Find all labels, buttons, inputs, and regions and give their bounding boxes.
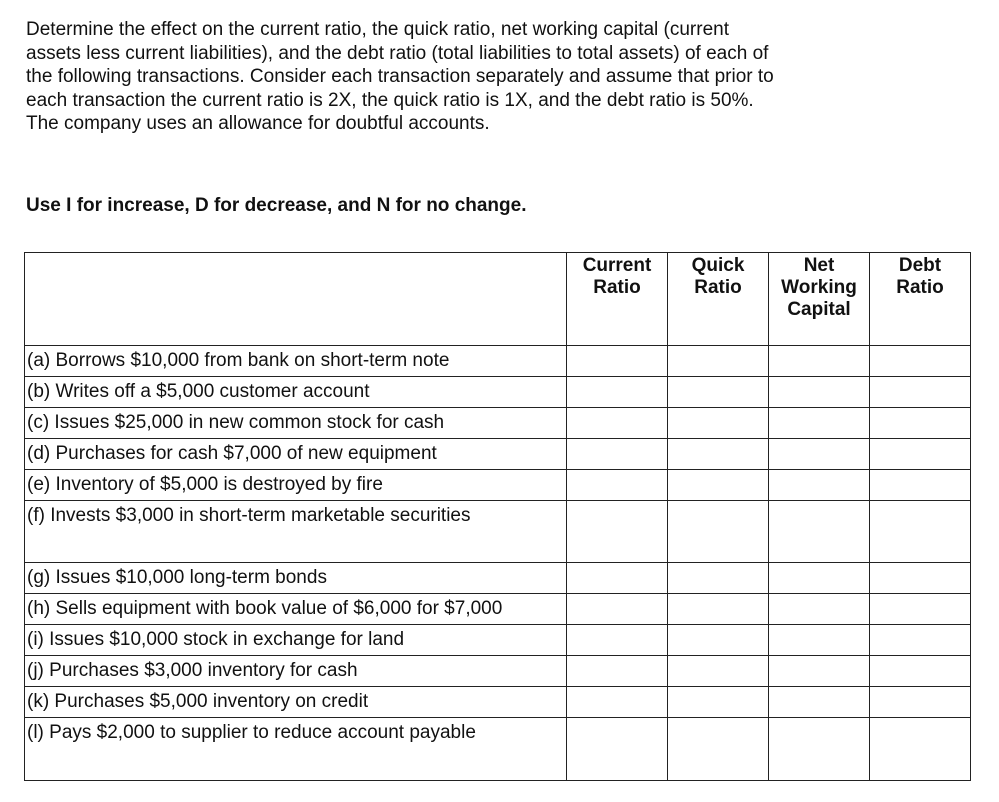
table-row xyxy=(25,687,971,718)
net-working-capital-cell[interactable] xyxy=(769,501,870,563)
quick-ratio-cell[interactable] xyxy=(668,656,769,687)
net-working-capital-cell[interactable] xyxy=(769,408,870,439)
table-row xyxy=(25,470,971,501)
current-ratio-cell[interactable] xyxy=(567,470,668,501)
debt-ratio-cell[interactable] xyxy=(870,594,971,625)
intro-paragraph: Determine the effect on the current ratio, the quick ratio, net working capital (current assets less current liabilities), and the debt ratio (total liabilities to total assets) of each of the following transactions. Consider each transaction separately and assume that prior to each transaction the current ratio is 2X, the quick ratio is 1X, and the debt ratio is 50%. The company uses an allowance for doubtful accounts. xyxy=(26,19,774,134)
transaction-label: (g) Issues $10,000 long-term bonds xyxy=(25,563,567,594)
quick-ratio-cell[interactable] xyxy=(668,470,769,501)
current-ratio-cell[interactable] xyxy=(567,501,668,563)
debt-ratio-cell[interactable] xyxy=(870,377,971,408)
transaction-effects-table xyxy=(24,252,971,781)
net-working-capital-cell[interactable] xyxy=(769,718,870,781)
quick-ratio-cell[interactable] xyxy=(668,408,769,439)
debt-ratio-cell[interactable] xyxy=(870,687,971,718)
header-debt-ratio: Debt Ratio xyxy=(870,253,971,346)
net-working-capital-cell[interactable] xyxy=(769,687,870,718)
net-working-capital-cell[interactable] xyxy=(769,594,870,625)
quick-ratio-cell[interactable] xyxy=(668,563,769,594)
net-working-capital-cell[interactable] xyxy=(769,625,870,656)
current-ratio-cell[interactable] xyxy=(567,594,668,625)
header-current-ratio: Current Ratio xyxy=(567,253,668,346)
current-ratio-cell[interactable] xyxy=(567,687,668,718)
quick-ratio-cell[interactable] xyxy=(668,501,769,563)
quick-ratio-cell[interactable] xyxy=(668,594,769,625)
net-working-capital-cell[interactable] xyxy=(769,439,870,470)
net-working-capital-cell[interactable] xyxy=(769,656,870,687)
header-net-working-capital: Net Working Capital xyxy=(769,253,870,346)
header-quick-ratio: Quick Ratio xyxy=(668,253,769,346)
current-ratio-cell[interactable] xyxy=(567,346,668,377)
transaction-label: (k) Purchases $5,000 inventory on credit xyxy=(25,687,567,718)
net-working-capital-cell[interactable] xyxy=(769,563,870,594)
current-ratio-cell[interactable] xyxy=(567,718,668,781)
transaction-label: (c) Issues $25,000 in new common stock for cash xyxy=(25,408,567,439)
debt-ratio-cell[interactable] xyxy=(870,470,971,501)
net-working-capital-cell[interactable] xyxy=(769,377,870,408)
transaction-label: (d) Purchases for cash $7,000 of new equipment xyxy=(25,439,567,470)
transaction-label: (j) Purchases $3,000 inventory for cash xyxy=(25,656,567,687)
current-ratio-cell[interactable] xyxy=(567,656,668,687)
transaction-label: (b) Writes off a $5,000 customer account xyxy=(25,377,567,408)
quick-ratio-cell[interactable] xyxy=(668,346,769,377)
quick-ratio-cell[interactable] xyxy=(668,377,769,408)
current-ratio-cell[interactable] xyxy=(567,563,668,594)
quick-ratio-cell[interactable] xyxy=(668,718,769,781)
debt-ratio-cell[interactable] xyxy=(870,501,971,563)
net-working-capital-cell[interactable] xyxy=(769,346,870,377)
table-row xyxy=(25,656,971,687)
transaction-label: (e) Inventory of $5,000 is destroyed by fire xyxy=(25,470,567,501)
net-working-capital-cell[interactable] xyxy=(769,470,870,501)
table-row xyxy=(25,346,971,377)
transaction-label: (l) Pays $2,000 to supplier to reduce account payable xyxy=(25,718,567,781)
current-ratio-cell[interactable] xyxy=(567,439,668,470)
table-row xyxy=(25,408,971,439)
quick-ratio-cell[interactable] xyxy=(668,687,769,718)
transaction-label: (f) Invests $3,000 in short-term marketable securities xyxy=(25,501,567,563)
header-row xyxy=(25,253,971,346)
table-row xyxy=(25,377,971,408)
table-row xyxy=(25,594,971,625)
debt-ratio-cell[interactable] xyxy=(870,439,971,470)
instruction-text: Use I for increase, D for decrease, and N for no change. xyxy=(26,195,527,216)
table-row xyxy=(25,439,971,470)
table-row xyxy=(25,501,971,563)
table-row xyxy=(25,563,971,594)
quick-ratio-cell[interactable] xyxy=(668,625,769,656)
debt-ratio-cell[interactable] xyxy=(870,656,971,687)
quick-ratio-cell[interactable] xyxy=(668,439,769,470)
debt-ratio-cell[interactable] xyxy=(870,408,971,439)
debt-ratio-cell[interactable] xyxy=(870,718,971,781)
current-ratio-cell[interactable] xyxy=(567,625,668,656)
header-description xyxy=(25,253,567,346)
table-row xyxy=(25,718,971,781)
current-ratio-cell[interactable] xyxy=(567,408,668,439)
table-row xyxy=(25,625,971,656)
debt-ratio-cell[interactable] xyxy=(870,346,971,377)
transaction-label: (h) Sells equipment with book value of $6,000 for $7,000 xyxy=(25,594,567,625)
debt-ratio-cell[interactable] xyxy=(870,563,971,594)
current-ratio-cell[interactable] xyxy=(567,377,668,408)
transaction-label: (a) Borrows $10,000 from bank on short-term note xyxy=(25,346,567,377)
transaction-label: (i) Issues $10,000 stock in exchange for land xyxy=(25,625,567,656)
debt-ratio-cell[interactable] xyxy=(870,625,971,656)
